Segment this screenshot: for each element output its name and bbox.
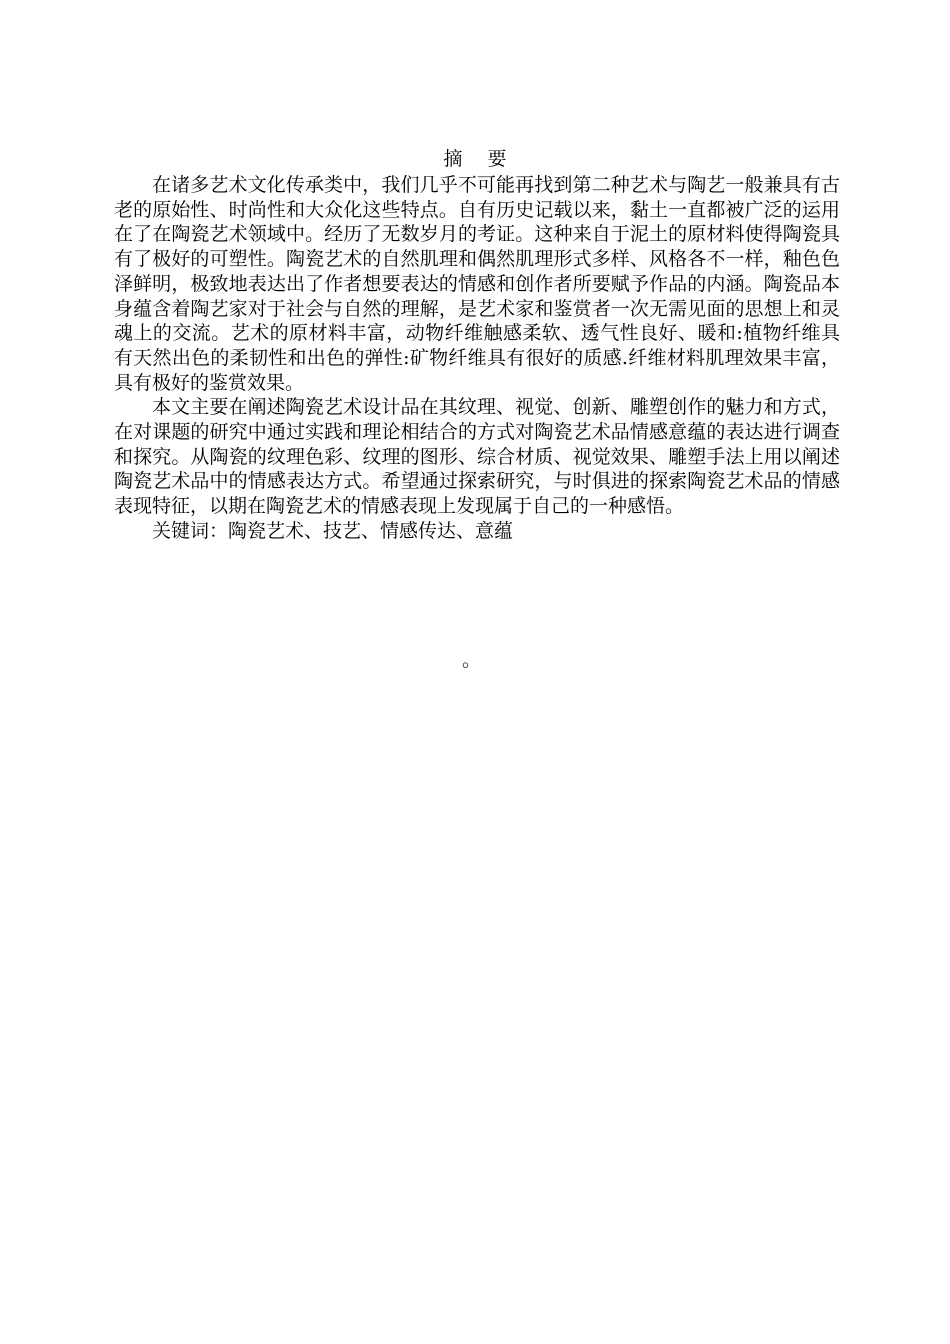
keywords-line: 关键词：陶瓷艺术、技艺、情感传达、意蕴 bbox=[152, 519, 514, 542]
abstract-title: 摘 要 bbox=[443, 148, 517, 170]
abstract-paragraph-1: 在诸多艺术文化传承类中，我们几乎不可能再找到第二种艺术与陶艺一般兼具有古老的原始性、时尚性和大众化这些特点。自有历史记载以来，黏土一直都被广泛的运用在了在陶瓷艺术领域中。经历了无数岁月的考证。这种来自于泥土的原材料使得陶瓷具有了极好的可塑性。陶瓷艺术的自然肌理和偶然肌理形式多样、风格各不一样，釉色色泽鲜明，极致地表达出了作者想要表达的情感和创作者所要赋予作品的内涵。陶瓷品本身蕴含着陶艺家对于社会与自然的理解，是艺术家和鉴赏者一次无需见面的思想上和灵魂上的交流。艺术的原材料丰富，动物纤维触感柔软、透气性良好、暖和:植物纤维具有天然出色的柔韧性和出色的弹性:矿物纤维具有很好的质感.纤维材料肌理效果丰富，具有极好的鉴赏效果。 bbox=[114, 174, 840, 394]
trailing-punctuation: 。 bbox=[462, 649, 482, 671]
abstract-paragraph-2: 本文主要在阐述陶瓷艺术设计品在其纹理、视觉、创新、雕塑创作的魅力和方式，在对课题的研究中通过实践和理论相结合的方式对陶瓷艺术品情感意蕴的表达进行调查和探究。从陶瓷的纹理色彩、纹理的图形、综合材质、视觉效果、雕塑手法上用以阐述陶瓷艺术品中的情感表达方式。希望通过探索研究，与时俱进的探索陶瓷艺术品的情感表现特征，以期在陶瓷艺术的情感表现上发现属于自己的一种感悟。 bbox=[114, 396, 840, 518]
abstract-body bbox=[114, 173, 840, 544]
